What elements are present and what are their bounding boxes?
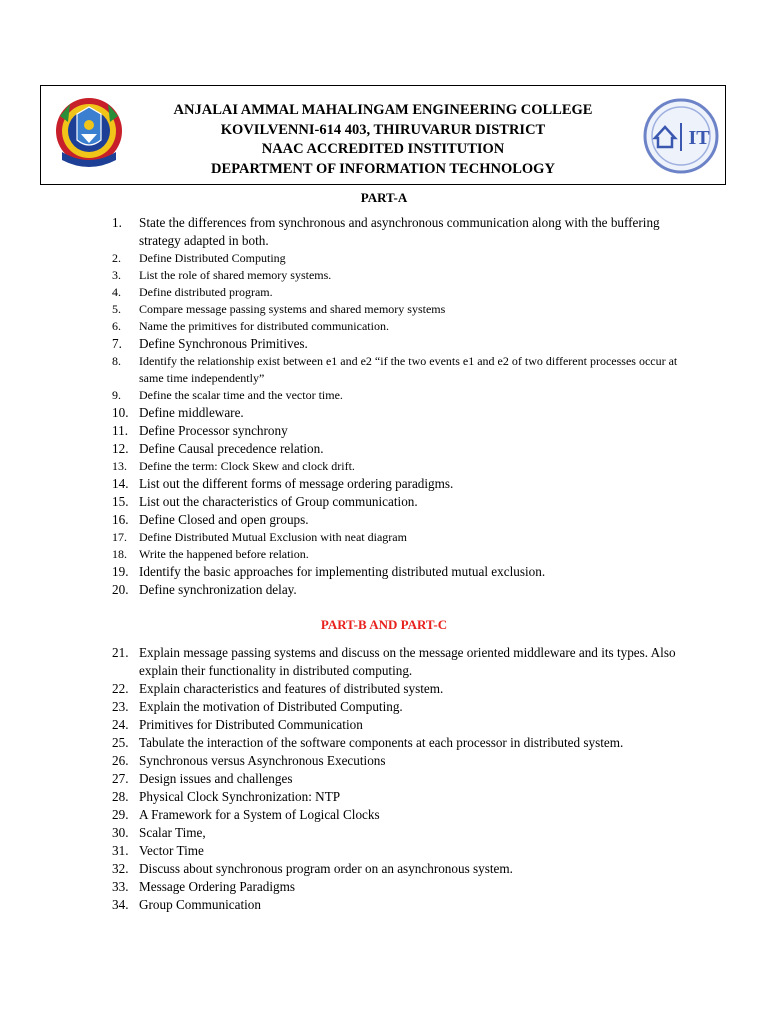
question-number: 28.	[112, 789, 129, 804]
question-item	[112, 698, 682, 716]
question-number: 30.	[112, 825, 129, 840]
question-number: 17.	[112, 530, 127, 544]
question-text: Compare message passing systems and shared memory systems	[139, 302, 446, 316]
question-item	[112, 644, 682, 680]
question-text: Physical Clock Synchronization: NTP	[139, 789, 341, 804]
question-text: Define Distributed Computing	[139, 251, 286, 265]
question-number: 7.	[112, 336, 122, 351]
question-text: Explain the motivation of Distributed Computing.	[139, 699, 403, 714]
question-item	[112, 250, 682, 267]
question-text: Scalar Time,	[139, 825, 206, 840]
part-bc-question-list	[112, 644, 682, 914]
question-text: List out the characteristics of Group communication.	[139, 494, 418, 509]
it-department-logo	[641, 96, 721, 176]
question-number: 5.	[112, 302, 121, 316]
question-text: Name the primitives for distributed communication.	[139, 319, 389, 333]
question-item	[112, 335, 682, 353]
question-number: 11.	[112, 423, 128, 438]
question-item	[112, 511, 682, 529]
question-number: 9.	[112, 388, 121, 402]
question-text: Define Distributed Mutual Exclusion with neat diagram	[139, 530, 407, 544]
question-number: 26.	[112, 753, 129, 768]
question-item	[112, 788, 682, 806]
question-text: Identify the basic approaches for implementing distributed mutual exclusion.	[139, 564, 546, 579]
question-text: Write the happened before relation.	[139, 547, 309, 561]
college-address: KOVILVENNI-614 403, THIRUVARUR DISTRICT	[220, 121, 546, 138]
question-number: 14.	[112, 476, 129, 491]
question-text: Tabulate the interaction of the software components at each processor in distributed system.	[139, 735, 624, 750]
question-item	[112, 214, 682, 250]
letterhead	[40, 85, 726, 185]
question-number: 22.	[112, 681, 129, 696]
part-bc-title: PART-B AND PART-C	[320, 617, 448, 632]
college-emblem-logo	[50, 94, 128, 172]
question-item	[112, 422, 682, 440]
question-text: Define distributed program.	[139, 285, 273, 299]
question-text: Define Processor synchrony	[139, 423, 288, 438]
question-number: 27.	[112, 771, 129, 786]
question-text: Define the scalar time and the vector time.	[139, 388, 343, 402]
question-text: Define Closed and open groups.	[139, 512, 309, 527]
question-item	[112, 493, 682, 511]
question-number: 23.	[112, 699, 129, 714]
question-item	[112, 458, 682, 475]
question-number: 2.	[112, 251, 121, 265]
question-number: 8.	[112, 354, 121, 368]
question-number: 10.	[112, 405, 129, 420]
question-item	[112, 824, 682, 842]
question-number: 16.	[112, 512, 129, 527]
question-text: Primitives for Distributed Communication	[139, 717, 363, 732]
question-number: 32.	[112, 861, 129, 876]
question-number: 21.	[112, 645, 129, 660]
question-number: 15.	[112, 494, 129, 509]
accreditation-line: NAAC ACCREDITED INSTITUTION	[261, 141, 505, 157]
question-item	[112, 896, 682, 914]
question-text: Explain characteristics and features of distributed system.	[139, 681, 444, 696]
college-name: ANJALAI AMMAL MAHALINGAM ENGINEERING COLLEGE	[173, 102, 593, 118]
question-text: Define synchronization delay.	[139, 582, 297, 597]
question-item	[112, 475, 682, 493]
it-logo-text: IT	[688, 127, 710, 149]
question-item	[112, 716, 682, 734]
question-item	[112, 734, 682, 752]
question-text: Vector Time	[139, 843, 204, 858]
question-text: List the role of shared memory systems.	[139, 268, 332, 282]
question-text: Explain message passing systems and discuss on the message oriented middleware and its types. Also explain their functionality in distributed computing.	[139, 645, 676, 678]
question-number: 20.	[112, 582, 129, 597]
question-item	[112, 752, 682, 770]
question-number: 29.	[112, 807, 129, 822]
part-a-title: PART-A	[360, 190, 408, 205]
question-item	[112, 387, 682, 404]
question-item	[112, 680, 682, 698]
question-number: 33.	[112, 879, 129, 894]
question-text: Design issues and challenges	[139, 771, 293, 786]
question-item	[112, 842, 682, 860]
question-item	[112, 318, 682, 335]
question-text: Define middleware.	[139, 405, 244, 420]
question-text: Define Synchronous Primitives.	[139, 336, 308, 351]
question-item	[112, 529, 682, 546]
question-item	[112, 878, 682, 896]
question-item	[112, 563, 682, 581]
question-item	[112, 581, 682, 599]
question-item	[112, 284, 682, 301]
question-item	[112, 301, 682, 318]
question-text: Discuss about synchronous program order on an asynchronous system.	[139, 861, 513, 876]
question-item	[112, 806, 682, 824]
question-item	[112, 770, 682, 788]
question-item	[112, 404, 682, 422]
question-item	[112, 353, 682, 387]
question-number: 12.	[112, 441, 129, 456]
question-text: Group Communication	[139, 897, 261, 912]
question-item	[112, 440, 682, 458]
question-text: List out the different forms of message ordering paradigms.	[139, 476, 454, 491]
part-a-question-list	[112, 214, 682, 599]
question-number: 6.	[112, 319, 121, 333]
question-item	[112, 546, 682, 563]
question-number: 3.	[112, 268, 121, 282]
department-name: DEPARTMENT OF INFORMATION TECHNOLOGY	[211, 160, 555, 177]
question-number: 1.	[112, 215, 122, 230]
question-item	[112, 860, 682, 878]
question-number: 24.	[112, 717, 129, 732]
question-text: A Framework for a System of Logical Clocks	[139, 807, 380, 822]
question-item	[112, 267, 682, 284]
question-text: Define the term: Clock Skew and clock drift.	[139, 459, 355, 473]
question-text: Message Ordering Paradigms	[139, 879, 296, 894]
question-number: 13.	[112, 459, 127, 473]
question-number: 31.	[112, 843, 129, 858]
question-text: Define Causal precedence relation.	[139, 441, 324, 456]
question-number: 18.	[112, 547, 127, 561]
question-number: 19.	[112, 564, 129, 579]
question-text: Identify the relationship exist between e1 and e2 “if the two events e1 and e2 of two different processes occur at same time independently”	[139, 354, 678, 385]
question-number: 4.	[112, 285, 121, 299]
question-text: Synchronous versus Asynchronous Executions	[139, 753, 386, 768]
question-number: 34.	[112, 897, 129, 912]
question-text: State the differences from synchronous and asynchronous communication along with the buffering strategy adapted in both.	[139, 215, 660, 248]
question-number: 25.	[112, 735, 129, 750]
